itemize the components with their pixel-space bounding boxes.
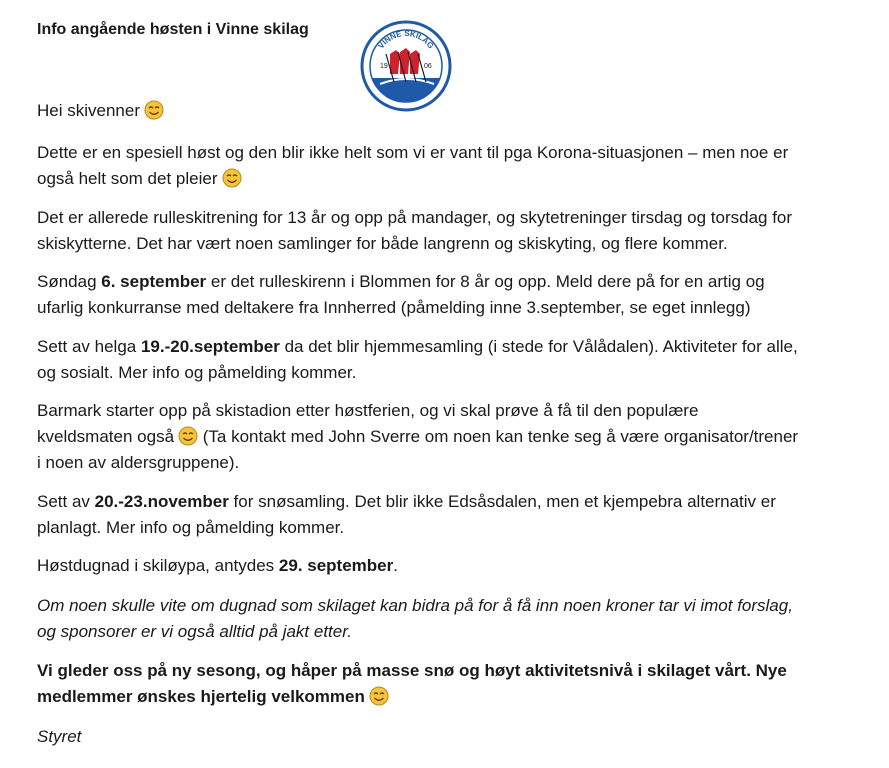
paragraph-barmark: Barmark starter opp på skistadion etter høstferien, og vi skal prøve å få til den populære kveldsmaten også (Ta kontakt med John Sverre om noen kan tenke seg å være organisator/trener i noen av aldersgruppene). xyxy=(37,401,799,472)
paragraph-greeting: Hei skivenner xyxy=(37,98,857,124)
logo-arc-text: VINNE SKILAG xyxy=(376,28,436,51)
paragraph-intro: Dette er en spesiell høst og den blir ikke helt som vi er vant til pga Korona-situasjonen – men noe er også helt som det pleier xyxy=(37,143,789,188)
smiley-icon xyxy=(144,100,164,120)
smiley-icon xyxy=(222,168,242,188)
document-title: Info angående høsten i Vinne skilag xyxy=(37,21,309,38)
paragraph-snow-camp: Sett av 20.-23.november for snøsamling. Det blir ikke Edsåsdalen, men et kjempebra alternativ er planlagt. Mer info og påmelding kommer. xyxy=(37,492,776,537)
paragraph-closing: Vi gleder oss på ny sesong, og håper på masse snø og høyt aktivitetsnivå i skilaget vårt. Nye medlemmer ønskes hjertelig velkommen xyxy=(37,661,787,706)
smiley-icon xyxy=(178,426,198,446)
smiley-icon xyxy=(369,686,389,706)
paragraph-training: Det er allerede rulleskitrening for 13 år og opp på mandager, og skytetreninger tirsdag og torsdag for skiskytterne. Det har vært noen samlinger for både langrenn og skiskyting, og flere kommer. xyxy=(37,208,793,253)
paragraph-home-camp: Sett av helga 19.-20.september da det blir hjemmesamling (i stede for Vålådalen). Aktiviteter for alle, og sosialt. Mer info og påmelding kommer. xyxy=(37,337,798,382)
paragraph-rollerski-race: Søndag 6. september er det rulleskirenn i Blommen for 8 år og opp. Meld dere på for en artig og ufarlig konkurranse med deltakere fra Innherred (påmelding inne 3.september, se eget innlegg) xyxy=(37,272,765,317)
signature: Styret xyxy=(37,727,82,746)
logo-year-right: 06 xyxy=(424,63,432,70)
paragraph-sponsors: Om noen skulle vite om dugnad som skilaget kan bidra på for å få inn noen kroner tar vi imot forslag, og sponsorer er vi også alltid på jakt etter. xyxy=(37,596,793,641)
logo-year-left: 19 xyxy=(380,63,388,70)
paragraph-volunteer-day: Høstdugnad i skiløypa, antydes 29. september. xyxy=(37,556,398,575)
